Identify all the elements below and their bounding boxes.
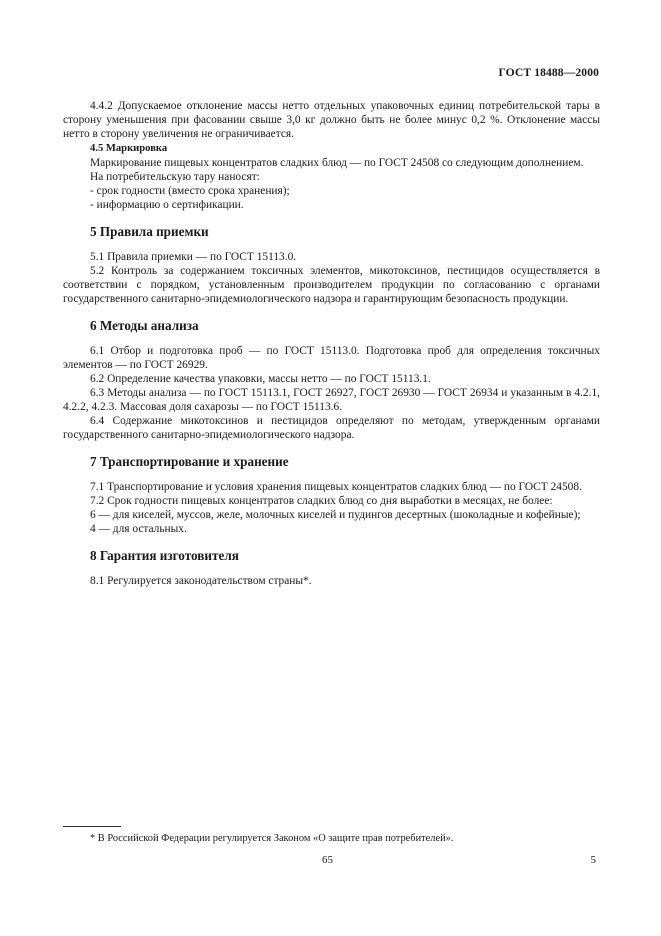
clause-4-5-paragraph: Маркирование пищевых концентратов сладких блюд — по ГОСТ 24508 со следующим дополнением.: [90, 157, 584, 169]
clause-6-3: 6.3 Методы анализа — по ГОСТ 15113.1, ГОСТ 26927, ГОСТ 26930 — ГОСТ 26934 и указанным в 4.2.1, 4.2.2, 4.2.3. Массовая доля сахарозы — по ГОСТ 15113.6.: [63, 387, 600, 413]
clause-6-1: 6.1 Отбор и подготовка проб — по ГОСТ 15113.0. Подготовка проб для определения токсичных элементов — по ГОСТ 26929.: [63, 345, 600, 371]
clause-7-2-item: 4 — для остальных.: [90, 523, 187, 535]
section-8-heading: 8 Гарантия изготовителя: [90, 548, 239, 563]
standard-header: ГОСТ 18488—2000: [498, 66, 599, 79]
clause-4-5-title: 4.5 Маркировка: [90, 143, 168, 154]
clause-5-2: 5.2 Контроль за содержанием токсичных элементов, микотоксинов, пестицидов осуществляется в соответствии с порядком, установленным производителем продукции по согласованию с органами государственного санитарно-эпидемиологического надзора и гарантирующим безопасность продукции.: [63, 265, 600, 305]
clause-4-4-2: 4.4.2 Допускаемое отклонение массы нетто отдельных упаковочных единиц потребительской тары в сторону уменьшения при фасовании свыше 3,0 кг должно быть не более минус 0,2 %. Отклонение массы нетто в сторону увеличения не ограничивается.: [63, 100, 600, 140]
clause-6-2: 6.2 Определение качества упаковки, массы нетто — по ГОСТ 15113.1.: [90, 373, 431, 385]
clause-4-5-paragraph: На потребительскую тару наносят:: [90, 171, 260, 183]
clause-7-1: 7.1 Транспортирование и условия хранения пищевых концентратов сладких блюд — по ГОСТ 24508.: [90, 481, 582, 493]
section-6-heading: 6 Методы анализа: [90, 318, 199, 333]
footnote: * В Российской Федерации регулируется Законом «О защите прав потребителей».: [90, 833, 454, 844]
page-number-right: 5: [590, 854, 596, 866]
clause-5-1: 5.1 Правила приемки — по ГОСТ 15113.0.: [90, 251, 297, 263]
clause-7-2-item: 6 — для киселей, муссов, желе, молочных киселей и пудингов десертных (шоколадные и кофейные);: [90, 509, 581, 521]
page-number-center: 65: [322, 854, 333, 866]
section-5-heading: 5 Правила приемки: [90, 224, 209, 239]
document-body: [63, 99, 600, 588]
list-item: - срок годности (вместо срока хранения);: [90, 185, 290, 197]
section-7-heading: 7 Транспортирование и хранение: [90, 454, 289, 469]
clause-6-4: 6.4 Содержание микотоксинов и пестицидов определяют по методам, утвержденным органами государственного санитарно-эпидемиологического надзора.: [63, 415, 600, 441]
footnote-divider: [63, 826, 121, 827]
clause-8-1: 8.1 Регулируется законодательством страны*.: [90, 575, 312, 587]
list-item: - информацию о сертификации.: [90, 199, 244, 211]
clause-7-2: 7.2 Срок годности пищевых концентратов сладких блюд со дня выработки в месяцах, не более:: [90, 495, 553, 507]
